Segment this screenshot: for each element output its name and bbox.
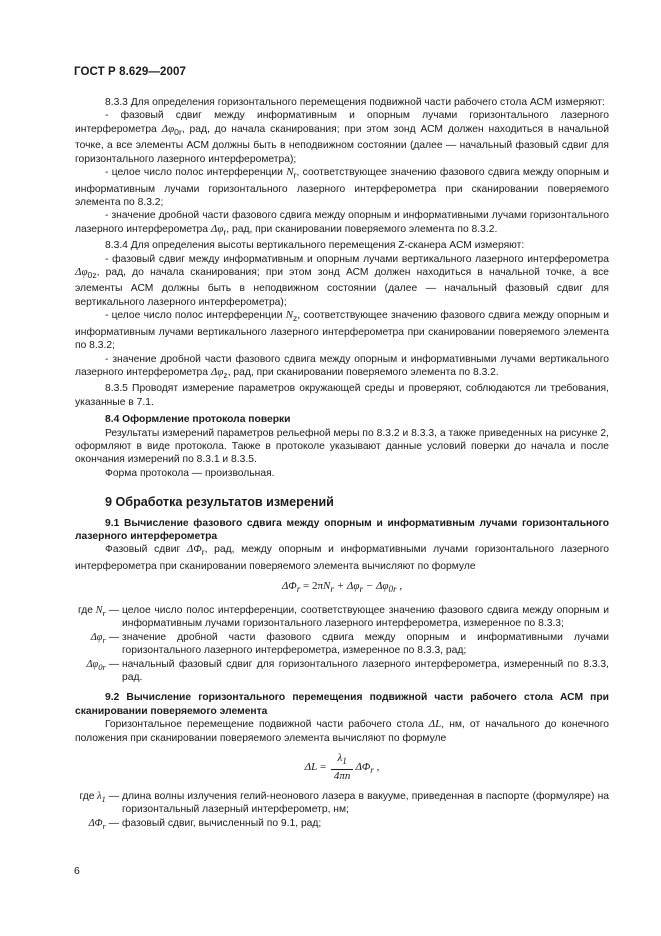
paragraph-8-4-1: Результаты измерений параметров рельефной меры по 8.3.2 и 8.3.3, а также приведенных на рисунке 2, оформляют в виде протокола. Также в протоколе указывают данные условий поверки до начала и после окончания измерений по 8.3.1 и 8.3.5.	[75, 427, 609, 466]
legend-row: $\Delta\Phi_r$ — фазовый сдвиг, вычисленный по 9.1, рад;	[88, 817, 322, 831]
legend-row: $\Delta\varphi_{0r}$ — начальный фазовый сдвиг для горизонтального лазерного интерферометра, измеренный по 8.3.3, рад.	[86, 658, 609, 683]
paragraph-8-3-4: 8.3.4 Для определения высоты вертикального перемещения Z-сканера АСМ измеряют:	[105, 240, 525, 252]
paragraph-9-2: Горизонтальное перемещение подвижной части рабочего стола ΔL, нм, от начального до конечного положения при сканировании поверяемого элемента вычисляют по формуле	[75, 718, 609, 744]
document-header: ГОСТ Р 8.629—2007	[74, 66, 186, 78]
heading-9-2: 9.2 Вычисление горизонтального перемещения подвижной части рабочего стола АСМ при сканировании поверяемого элемента	[75, 692, 609, 717]
legend-row: где $N_r$ — целое число полос интерференции, соответствующее значению фазового сдвига между опорным и информативным лучами горизонтального лазерного интерферометра, измеренное по 8.3.3;	[78, 604, 609, 630]
formula-9-2: ΔL = $\frac{\lambda_1}{4\pi n}$ $\Delta\Phi_r$ ,	[304, 751, 380, 782]
formula-fraction: $\frac{\lambda_1}{4\pi n}$	[331, 752, 354, 783]
heading-section-9: 9 Обработка результатов измерений	[105, 495, 334, 510]
legend-row: $\Delta\varphi_r$ — значение дробной части фазового сдвига между опорным и информативными лучами горизонтального лазерного интерферометра, измеренное по 8.3.3, рад;	[90, 631, 609, 657]
legend-row: где $\lambda_1$ — длина волны излучения гелий-неонового лазера в вакууме, приведенная в паспорте (формуляре) на горизонтальный лазерный интерферометр, нм;	[79, 790, 609, 816]
heading-8-4: 8.4 Оформление протокола поверки	[105, 414, 291, 426]
paragraph-8-3-3-item-3: - значение дробной части фазового сдвига между опорным и информативными лучами горизонтального лазерного интерферометра $\Delta\varphi_r$, рад, при сканировании поверяемого элемента по 8.3.2.	[75, 210, 609, 237]
paragraph-8-3-4-item-3: - значение дробной части фазового сдвига между опорным и информативными лучами вертикального лазерного интерферометра $\Delta\varphi_z$, рад, при сканировании поверяемого элемента по 8.3.2.	[75, 353, 609, 380]
formula-9-1: $\Delta\Phi_r = 2\pi N_r + \Delta\varphi_r - \Delta\varphi_{0r}$ ,	[281, 580, 403, 595]
page-number: 6	[74, 865, 80, 877]
paragraph-8-3-3: 8.3.3 Для определения горизонтального перемещения подвижной части рабочего стола АСМ измеряют:	[105, 97, 605, 108]
paragraph-8-3-5: 8.3.5 Проводят измерение параметров окружающей среды и проверяют, соблюдаются ли требования, указанные в 7.1.	[75, 383, 609, 408]
document-body	[75, 96, 609, 833]
paragraph-8-4-2: Форма протокола — произвольная.	[105, 467, 275, 479]
paragraph-9-1: Фазовый сдвиг $\Delta\Phi_r$, рад, между опорным и информативными лучами горизонтального лазерного интерферометра при сканировании поверяемого элемента вычисляют по формуле	[75, 543, 609, 572]
paragraph-8-3-3-item-1: - фазовый сдвиг между информативным и опорным лучами горизонтального лазерного интерферометра $\Delta\varphi_{0r}$, рад, до начала сканирования; при этом зонд АСМ должен находиться в начальной точке, а все элементы АСМ должны быть в неподвижном состоянии (далее — начальный фазовый сдвиг для горизонтального лазерного интерферометра);	[75, 110, 609, 165]
legend-9-2	[75, 790, 609, 833]
paragraph-8-3-4-item-2: - целое число полос интерференции $N_z$, соответствующее значению фазового сдвига между опорным и информативным лучами вертикального лазерного интерферометра при сканировании поверяемого элемента по 8.3.2;	[75, 309, 609, 352]
legend-9-1	[75, 604, 609, 684]
heading-9-1: 9.1 Вычисление фазового сдвига между опорным и информативным лучами горизонтального лазерного интерферометра	[75, 517, 609, 543]
paragraph-8-3-3-item-2: - целое число полос интерференции $N_r$, соответствующее значению фазового сдвига между опорным и информативным лучами горизонтального лазерного интерферометра при сканировании поверяемого элемента по 8.3.2;	[75, 166, 609, 208]
paragraph-8-3-4-item-1: - фазовый сдвиг между информативным и опорным лучами вертикального лазерного интерферометра $\Delta\varphi_{0z}$, рад, до начала сканирования; при этом зонд АСМ должен находиться в начальной точке, а все элементы АСМ должны быть в неподвижном состоянии (далее — начальный фазовый сдвиг для вертикального лазерного интерферометра);	[75, 253, 609, 308]
